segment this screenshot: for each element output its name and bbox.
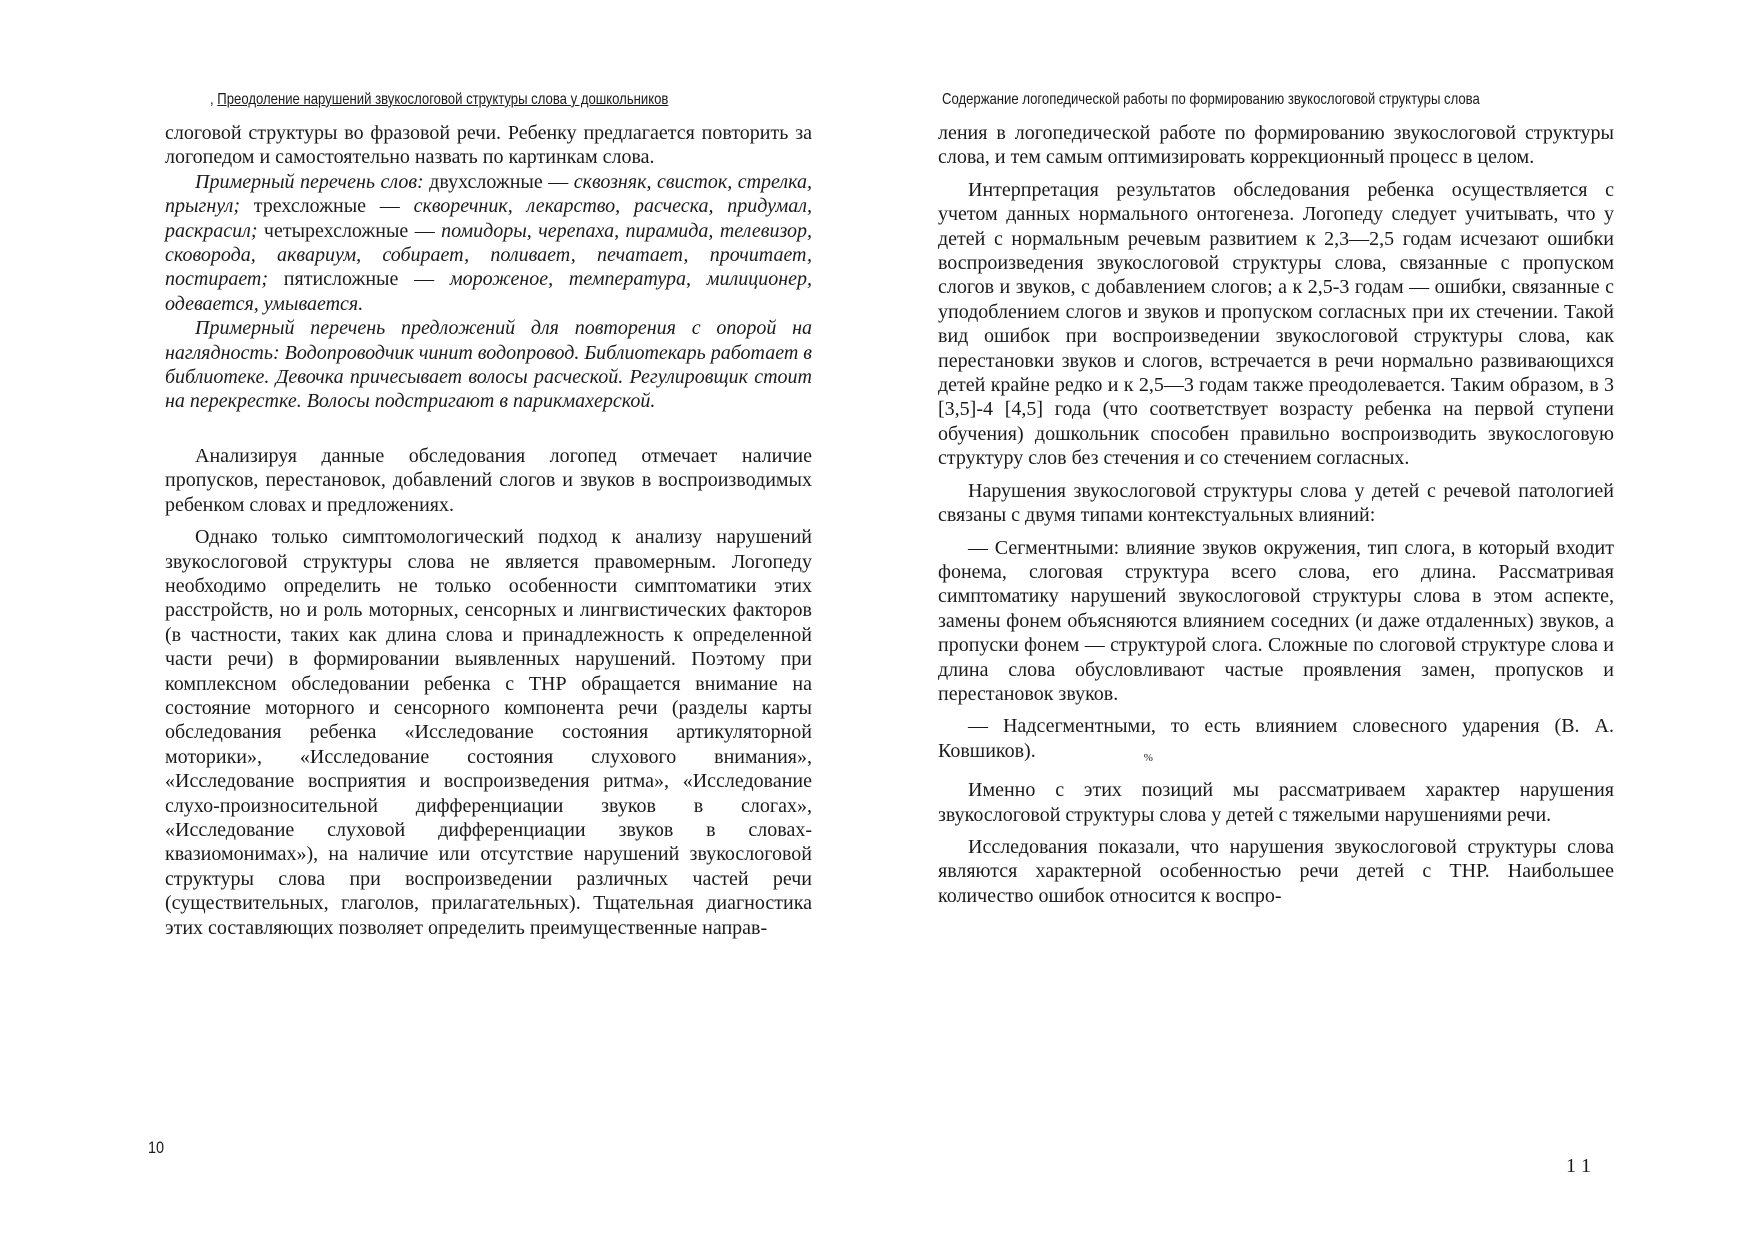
paragraph: ления в логопедической работе по формированию звукослоговой структуры слова, и тем самым оптимизировать коррекционный процесс в целом. bbox=[938, 122, 1614, 169]
text-span: четырехсложные — bbox=[257, 219, 442, 242]
paragraph: Исследования показали, что нарушения звукослоговой структуры слова являются характерной особенностью речи детей с ТНР. Наибольшее количество ошибок относится к воспро- bbox=[938, 835, 1614, 907]
text-span: сквозняк, свисток, стрелка, прыгнул; bbox=[165, 170, 813, 218]
paragraph: слоговой структуры во фразовой речи. Ребенку предлагается повторить за логопедом и самостоятельно назвать по картинкам слова. bbox=[165, 122, 812, 169]
paragraph: Анализируя данные обследования логопед отмечает наличие пропусков, перестановок, добавлений слогов и звуков в воспроизводимых ребенком словах и предложениях. bbox=[165, 444, 812, 516]
paragraph: Интерпретация результатов обследования ребенка осуществляется с учетом данных нормального онтогенеза. Логопеду следует учитывать, что у детей с нормальным речевым развитием к 2,3—2,5 годам исчезают ошибки воспроизведения звукослоговой структуры слова, связанные с пропуском слогов и звуков, с добавлением слогов; а к 2,5-3 годам — ошибки, связанные с уподоблением слогов и звуков и пропуском согласных при их стечении. Такой вид ошибок при воспроизведении звукослоговой структуры слова, как перестановки звуков и слогов, встречается в речи нормально развивающихся детей крайне редко и к 2,5—3 годам также преодолевается. Таким образом, в 3 [3,5]-4 [4,5] года (что соответствует возрасту ребенка на первой ступени обучения) дошкольник способен правильно воспроизводить звукослоговую структуру слов без стечения и со стечением согласных. bbox=[938, 178, 1614, 470]
paragraph: Однако только симптомологический подход к анализу нарушений звукослоговой структуры слова не является правомерным. Логопеду необходимо определить не только особенности симптоматики этих расстройств, но и роль моторных, сенсорных и лингвистических факторов (в частности, таких как длина слова и принадлежность к определенной части речи) в формировании выявленных нарушений. Поэтому при комплексном обследовании ребенка с ТНР обращается внимание на состояние моторного и сенсорного компонента речи (разделы карты обследования ребенка «Исследование состояния артикуляторной моторики», «Исследование состояния слухового внимания», «Исследование восприятия и воспроизведения ритма», «Исследование слухо-произносительной дифференциации звуков в слогах», «Исследование слуховой дифференциации звуков в словах-квазиомонимах»), на наличие или отсутствие нарушений звукослоговой структуры слова при воспроизведении различных частей речи (существительных, глаголов, прилагательных). Тщательная диагностика этих составляющих позволяет определить преимущественные направ- bbox=[165, 526, 812, 939]
paragraph: Нарушения звукослоговой структуры слова у детей с речевой патологией связаны с двумя типами контекстуальных влияний: bbox=[938, 479, 1614, 527]
sentence-list-paragraph: Примерный перечень предложений для повторения с опорой на наглядность: Водопроводчик чинит водопровод. Библиотекарь работает в библиотеке. Девочка причесывает волосы расческой. Регулировщик стоит на перекрестке. Волосы подстригают в парикмахерской. bbox=[165, 317, 812, 413]
paragraph: Именно с этих позиций мы рассматриваем характер нарушения звукослоговой структуры слова у детей с тяжелыми нарушениями речи. bbox=[938, 779, 1614, 826]
page-number: 1 1 bbox=[1566, 1155, 1591, 1177]
running-head-prefix: , bbox=[210, 91, 214, 108]
text-span: трехсложные — bbox=[240, 195, 414, 218]
word-list-paragraph bbox=[165, 170, 812, 316]
right-body-text bbox=[938, 121, 1614, 908]
text-span: помидоры, черепаха, пирамида, телевизор, сковорода, аквариум, собирает, поливает, печатает, прочитает, постирает; bbox=[165, 219, 812, 291]
text-span: двухсложные — bbox=[423, 170, 574, 193]
text-span: Примерный перечень слов: bbox=[195, 170, 424, 193]
text-span: скворечник, лекарство, расческа, придумал, раскрасил; bbox=[165, 195, 812, 242]
paragraph bbox=[938, 714, 1614, 770]
text-span: пятисложные — bbox=[268, 268, 450, 291]
page-number: 10 bbox=[148, 1138, 165, 1157]
text-span: — Надсегментными, то есть влиянием словесного ударения (В. А. Ковшиков). bbox=[938, 715, 1614, 762]
running-head-title: Содержание логопедической работы по формированию звукослоговой структуры слова bbox=[942, 91, 1480, 108]
running-head bbox=[942, 91, 1480, 109]
left-page bbox=[0, 0, 876, 1241]
left-body-text bbox=[165, 121, 812, 940]
percent-mark: % bbox=[1143, 751, 1153, 764]
text-span: мороженое, температура, милиционер, одевается, умывается. bbox=[165, 268, 813, 315]
running-head bbox=[210, 91, 668, 109]
paragraph: — Сегментными: влияние звуков окружения, тип слога, в который входит фонема, слоговая структура всего слова, его длина. Рассматривая симптоматику нарушений звукослоговой структуры слова в этом аспекте, замены фонем объясняются влиянием соседних (и даже отдаленных) звуков, а пропуски фонем — структурой слога. Сложные по слоговой структуре слова и длина слова обусловливают частые проявления замен, пропусков и перестановок звуков. bbox=[938, 536, 1614, 705]
running-head-title: Преодоление нарушений звукослоговой структуры слова у дошкольников bbox=[217, 91, 669, 108]
right-page bbox=[876, 0, 1753, 1241]
